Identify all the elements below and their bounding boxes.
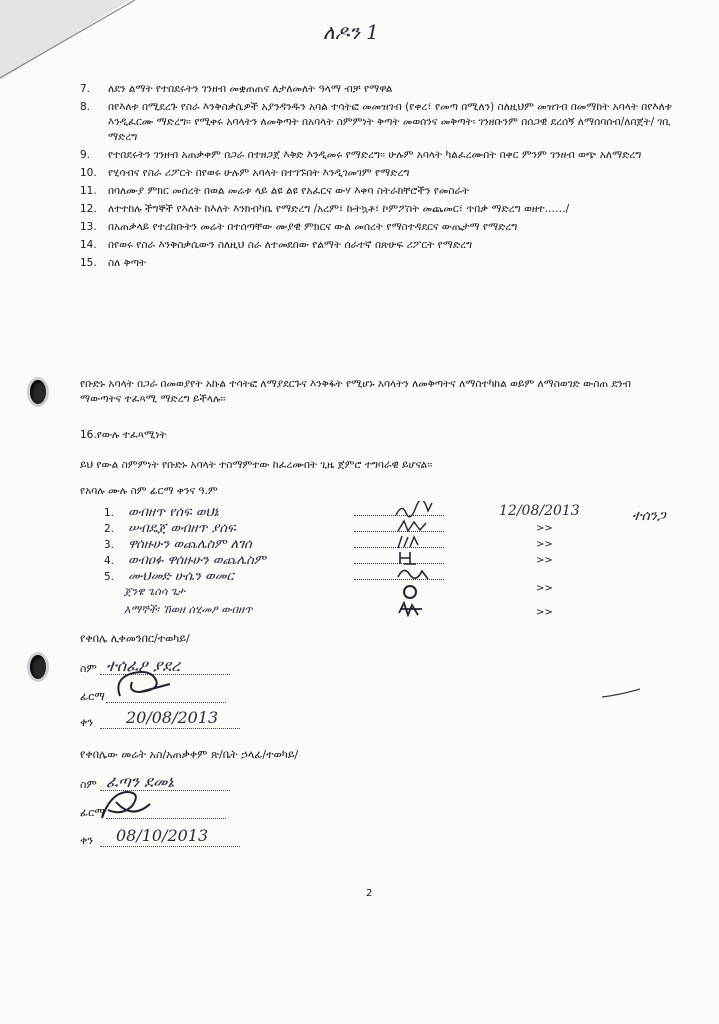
signer-date: >> (536, 539, 553, 550)
list-item: 10. የሂሳብና የስራ ሪፖርት በየወሩ ሁሉም አባላት በተገኙበት እንዲገመገም የማድረግ (80, 167, 410, 179)
signer-date: >> (536, 555, 553, 566)
list-item: 15. ስለ ቅጣት (80, 257, 147, 269)
extra-names-note: ጀንዌ ጌሰሳ ጌታ (124, 585, 185, 598)
signer-date: 12/08/2013 (499, 503, 580, 519)
receiver1-sign-line (106, 702, 226, 703)
receiver2-sign-line (106, 818, 226, 819)
signer-row: 4. ወብዐፉ ዋሰዙሁን ወጨሌስም >> (104, 553, 664, 569)
receiver2-date-line (100, 846, 240, 847)
list-item: 8. በየእለቱ በሚደረጉ የስራ እንቅስቃሴዎች አያንዳንዱን አባል ተሳትፎ መመዝገብ (የቀረ፣ የመጣ በሚለን) ስለዚህም መዝገብ በመማከት አባላት በየእለቱ እንዲፈርሙ ማድረግ፡፡ የሚቀሩ አባላትን ለመቅጣት በአባላት ስምምነት ቅጣት መወሰንና መቅጣት፡ ገንዘቡንም በሰጋዊ ደረሰኝ ለማሰባሰብ/ለበጀት/ ገቢ ማድረግ (80, 101, 672, 143)
signer-name: ሙህመድ ሁሴን ወመር (128, 569, 234, 584)
list-item: 7. ለደን ልማት የተበደሩትን ገንዘብ መቋጠጠና ለታለመለት ዓላማ ብቻ የማዋል (80, 83, 393, 95)
punch-hole (30, 655, 46, 679)
list-item: 14. በየወሩ የስራ እንቅስቃሴውን ስለዚህ ስራ ለተመደበው የልማት ሰራተኛ በጽሁፍ ሪፖርት የማድረግ (80, 239, 473, 251)
witnesses-row (104, 599, 664, 619)
receiver1-signature (110, 668, 180, 702)
pen-stroke-mark (600, 685, 645, 701)
list-item: 11. በባለሙያ ምክር መሰረት በወል መሬቱ ላይ ልዩ ልዩ የአፈርና ውሃ እቀባ ስትራክቸሮችን የመስራት (80, 185, 470, 197)
receiver2-sign-label: ፊርማ (80, 806, 105, 819)
penalty-paragraph: የቡድኑ አባላት በጋራ በመወያየት አኩል ተሳትፎ ለማያደርጉና እንቅፋት የሚሆኑ አባላትን ለመቅጣትና ለማስተካከል ወይም ለማስወገድ ውስጠ ደንብ ማውጣትና ተፈጻሚ ማድረግ ይችላሉ፡፡ (80, 378, 632, 405)
punch-hole (30, 380, 46, 404)
page-header-note: ለዶን 1 (323, 20, 379, 44)
witness-date: >> (536, 583, 553, 594)
signer-row: 3. ዋሰዙሁን ወጨሌስም ለገሰ >> (104, 537, 664, 553)
receiver1-sign-label: ፊርማ (80, 690, 105, 703)
date-margin-note: ተሰንጋ (632, 508, 666, 524)
signer-row: 1. ወብዘጥ የሰፍ ወህኔ 12/08/2013 (104, 505, 664, 521)
receiver2-heading: የቀበሌው መሬት አስ/አጠቃቀም ጽ/ቤት ኃላፊ/ተወካይ/ (80, 748, 299, 761)
signer-name: ወብዐፉ ዋሰዙሁን ወጨሌስም (128, 553, 266, 568)
receiver1-heading: የቀበሌ ሊቀመንበር/ተወካይ/ (80, 632, 190, 645)
signers-heading: የአባሉ ሙሉ ስም ፊርማ ቀንና ዓ.ም (80, 485, 218, 497)
witnesses-label: እማኞች፡ ኸወዘ ሰሂመፆ ወብዘጥ (124, 603, 253, 616)
corner-fold-line (0, 0, 150, 82)
signer-name: ሠብዴጀ ወብዘጥ ያሰፍ (128, 521, 236, 536)
list-item: 12. ለተተከሉ ችግኞች የእለት ከእለት እንክብካቤ የማድረግ /አረም፣ ኩትኳቶ፣ ኮምፖስት መጨመር፣ ጥበቃ ማድረግ ወዘተ……/ (80, 203, 570, 215)
receiver2-date-label: ቀን (80, 834, 94, 847)
page-number: 2 (366, 888, 373, 899)
section16-heading: 16.የውሉ ተፈጻሚነት (80, 429, 167, 441)
signer-row: 5. ሙህመድ ሁሴን ወመር >> (104, 569, 664, 585)
receiver1-date: 20/08/2013 (126, 708, 219, 727)
list-item: 9. የተበደሩትን ገንዘብ አጠቃቀም በጋራ በተዘጋጀ እቅድ እንዲመሩ የማድረግ፡፡ ሁሉም አባላት ካልፈረሙበት በቀር ምንም ገንዘብ ወጭ አለማድረግ (80, 149, 642, 161)
receiver1-name: ተሰፈዖ ያደረ (106, 656, 181, 675)
receiver2-name: ፈጣን ደመኔ (106, 772, 174, 791)
signers-table (104, 505, 664, 619)
signer-name: ወብዘጥ የሰፍ ወህኔ (128, 505, 219, 520)
receiver2-date: 08/10/2013 (116, 826, 209, 845)
receiver2-name-label: ስም (80, 778, 97, 791)
signature-mark (394, 565, 434, 583)
witness-date: >> (536, 607, 553, 618)
obligations-list (80, 82, 675, 274)
section16-paragraph: ይህ የውል ስምምነት የቡድኑ አባላት ተስማምተው ከፈረሙበት ጊዜ ጀምሮ ተግባራዊ ይሆናል፡፡ (80, 459, 433, 471)
receiver1-name-label: ስም (80, 662, 97, 675)
receiver1-date-line (100, 728, 240, 729)
list-item: 13. በአጠቃላይ የተረከቡትን መሬት በተሰጣቸው ሙያዊ ምክርና ውል መሰረት የማስተዳደርና ውጤታማ የማድረግ (80, 221, 518, 233)
signature-mark (396, 601, 426, 619)
signer-name: ዋሰዙሁን ወጨሌስም ለገሰ (128, 537, 252, 552)
receiver1-date-label: ቀን (80, 716, 94, 729)
signer-row: 2. ሠብዴጀ ወብዘጥ ያሰፍ >> (104, 521, 664, 537)
signer-date: >> (536, 523, 553, 534)
extra-names-row (104, 585, 664, 599)
